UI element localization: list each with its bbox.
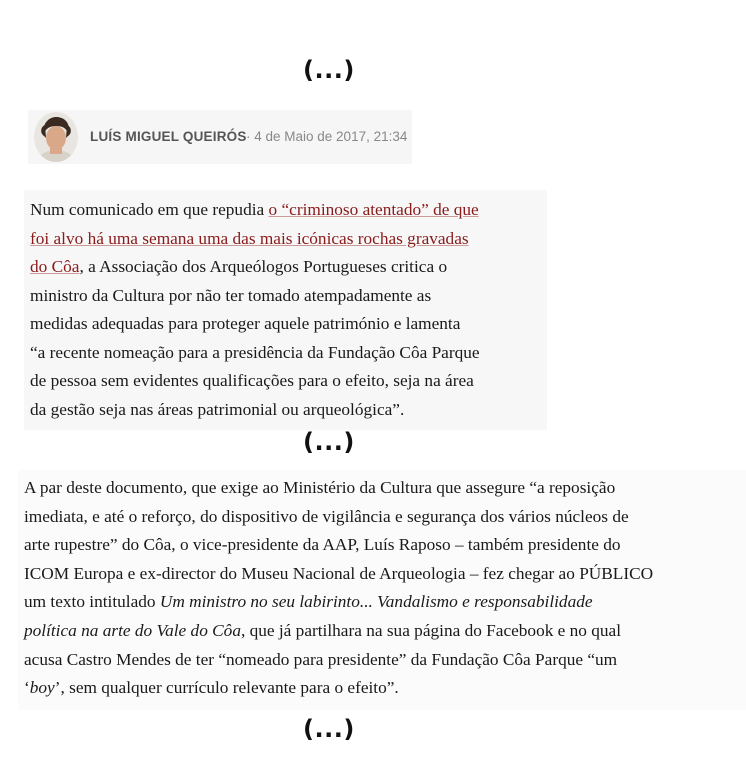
- body-block: [18, 470, 746, 710]
- article-link-line-1[interactable]: o “criminoso atentado” de que: [268, 200, 479, 219]
- quote-block: [24, 190, 547, 430]
- quote-line-4: ministro da Cultura por não ter tomado atempadamente as: [30, 285, 432, 305]
- body-line-8: ’, sem qualquer currículo relevante para o efeito”.: [54, 678, 399, 698]
- article-title-part-1: Um ministro no seu labirinto... Vandalismo e responsabilidade: [159, 592, 593, 612]
- author-name[interactable]: LUÍS MIGUEL QUEIRÓS: [90, 129, 247, 144]
- quote-line-3: , a Associação dos Arqueólogos Portugueses critica o: [79, 257, 448, 276]
- ellipsis-bottom: (...): [303, 715, 355, 743]
- ellipsis-top: (...): [303, 56, 355, 84]
- quote-line-1: Num comunicado em que repudia: [30, 200, 269, 219]
- ellipsis-middle: (...): [303, 428, 355, 456]
- quote-mark: ‘: [24, 678, 30, 698]
- body-line-6: , que já partilhara na sua página do Facebook e no qual: [240, 620, 622, 640]
- author-avatar: [34, 112, 78, 162]
- body-line-7: acusa Castro Mendes de ter “nomeado para presidente” da Fundação Côa Parque “um: [24, 649, 618, 669]
- quote-line-8: da gestão seja nas áreas patrimonial ou arqueológica”.: [30, 399, 405, 419]
- article-link-line-2[interactable]: foi alvo há uma semana uma das mais icónicas rochas gravadas: [30, 228, 469, 248]
- body-paragraph: [24, 474, 744, 703]
- boy-term: boy: [29, 678, 55, 698]
- quote-line-5: medidas adequadas para proteger aquele património e lamenta: [30, 314, 461, 333]
- body-line-4: ICOM Europa e ex-director do Museu Nacional de Arqueologia – fez chegar ao PÚBLICO: [24, 563, 654, 583]
- body-line-2: imediata, e até o reforço, do dispositivo de vigilância e segurança dos vários núcleos de: [24, 506, 629, 526]
- article-link-line-3[interactable]: do Côa: [30, 257, 80, 276]
- quote-line-6: “a recente nomeação para a presidência da Fundação Côa Parque: [30, 342, 480, 362]
- article-title-part-2: política na arte do Vale do Côa: [24, 620, 241, 640]
- publish-date: · 4 de Maio de 2017, 21:34: [246, 129, 408, 144]
- body-line-3: arte rupestre” do Côa, o vice-presidente da AAP, Luís Raposo – também presidente do: [24, 535, 621, 555]
- body-line-1: A par deste documento, que exige ao Ministério da Cultura que assegure “a reposição: [24, 478, 616, 497]
- body-line-5: um texto intitulado: [24, 592, 160, 612]
- author-byline: [28, 110, 412, 164]
- quote-line-7: de pessoa sem evidentes qualificações para o efeito, seja na área: [30, 371, 474, 390]
- quote-paragraph: [30, 196, 550, 424]
